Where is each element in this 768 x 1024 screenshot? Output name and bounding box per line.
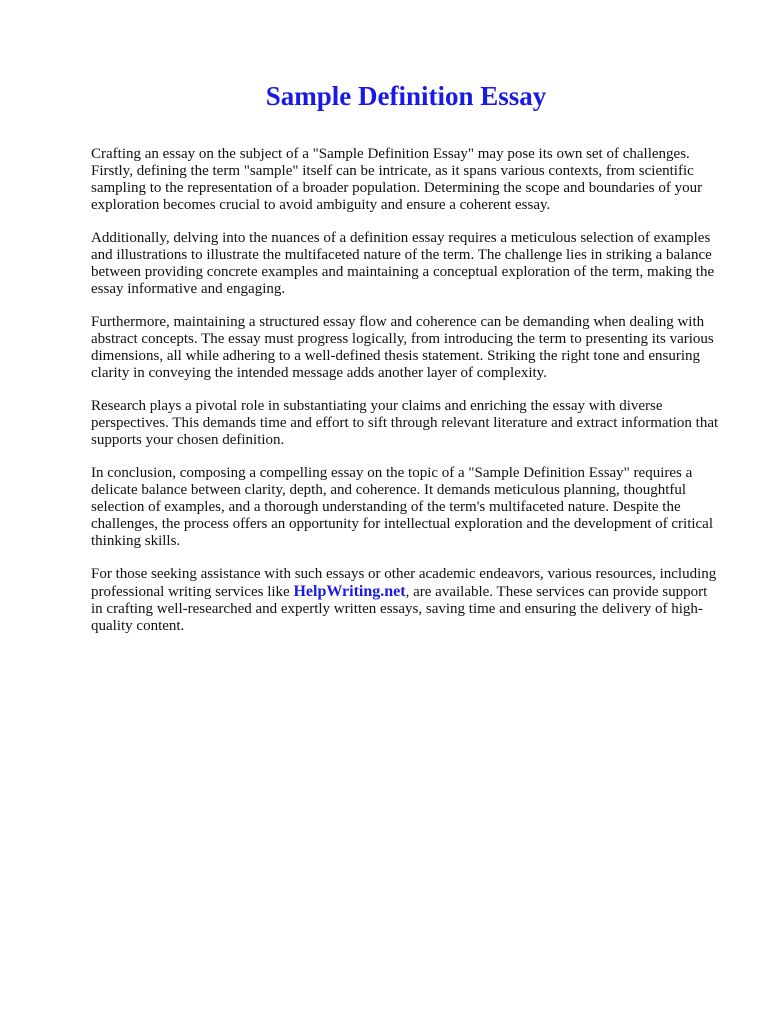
helpwriting-link[interactable]: HelpWriting.net: [293, 583, 406, 600]
paragraph-closing: [91, 566, 721, 635]
paragraph-examples: Additionally, delving into the nuances of a definition essay requires a meticulous selection of examples and illustrations to illustrate the multifaceted nature of the term. The challenge lies in striking a balance between providing concrete examples and maintaining a conceptual exploration of the term, making the essay informative and engaging.: [91, 230, 715, 297]
document-body: [91, 146, 721, 651]
closing-text-after-link: , are available. These services can provide support in crafting well-researched and expertly written essays, saving time and ensuring the delivery of high-quality content.: [91, 584, 708, 634]
closing-text-before-link: For those seeking assistance with such essays or other academic endeavors, various resources, including professional writing services like: [91, 566, 717, 600]
paragraph-research: Research plays a pivotal role in substantiating your claims and enriching the essay with diverse perspectives. This demands time and effort to sift through relevant literature and extract information that supports your chosen definition.: [91, 398, 719, 448]
document-title: Sample Definition Essay: [265, 81, 547, 111]
paragraph-intro: Crafting an essay on the subject of a "Sample Definition Essay" may pose its own set of challenges. Firstly, defining the term "sample" itself can be intricate, as it spans various contexts, from scientific sampling to the representation of a broader population. Determining the scope and boundaries of your exploration becomes crucial to avoid ambiguity and ensure a coherent essay.: [91, 146, 703, 213]
paragraph-conclusion: In conclusion, composing a compelling essay on the topic of a "Sample Definition Essay" requires a delicate balance between clarity, depth, and coherence. It demands meticulous planning, thoughtful selection of examples, and a thorough understanding of the term's multifaceted nature. Despite the challenges, the process offers an opportunity for intellectual exploration and the development of critical thinking skills.: [91, 465, 714, 549]
paragraph-structure: Furthermore, maintaining a structured essay flow and coherence can be demanding when dealing with abstract concepts. The essay must progress logically, from introducing the term to presenting its various dimensions, all while adhering to a well-defined thesis statement. Striking the right tone and ensuring clarity in conveying the intended message adds another layer of complexity.: [91, 314, 714, 381]
